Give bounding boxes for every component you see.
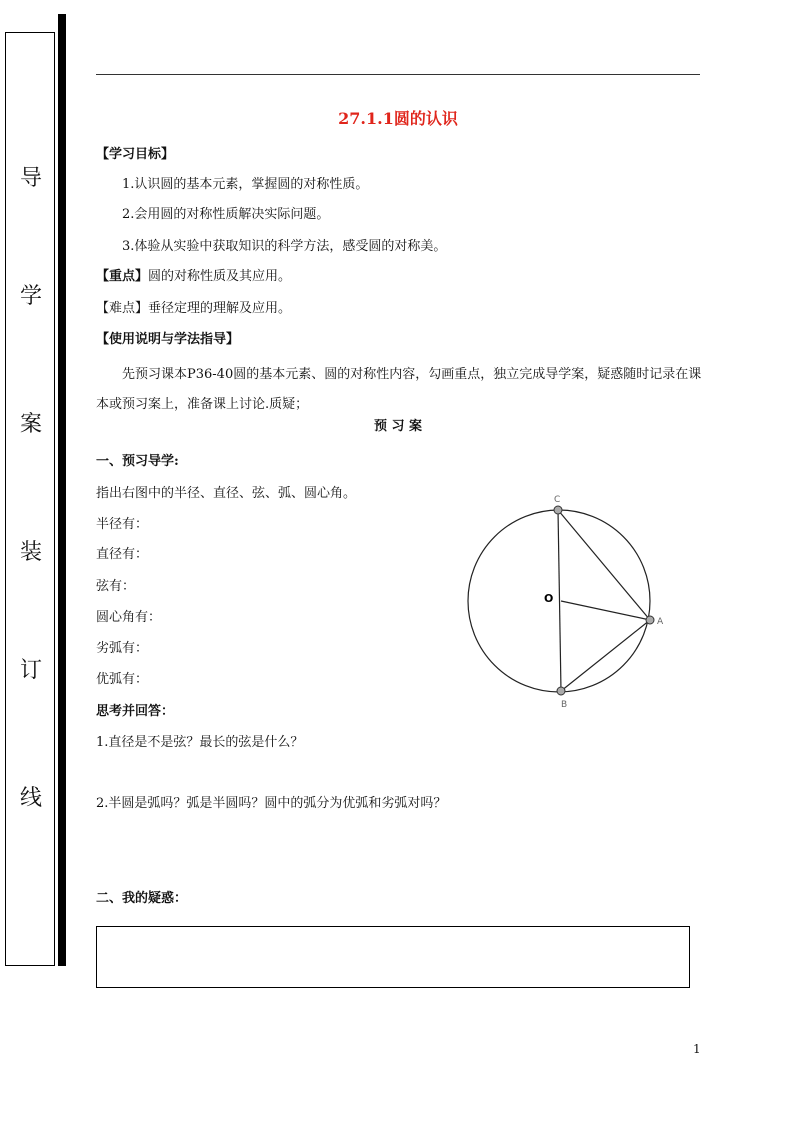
binding-char: 装 <box>19 540 42 565</box>
key-point-text: 圆的对称性质及其应用。 <box>148 269 292 284</box>
chord-cb <box>558 510 561 691</box>
binding-margin <box>5 32 55 966</box>
page-number: 1 <box>693 1042 701 1056</box>
doubts-answer-box[interactable] <box>96 926 690 988</box>
objective-item: 1.认识圆的基本元素，掌握圆的对称性质。 <box>122 177 369 192</box>
circle-figure <box>460 490 680 715</box>
key-point <box>96 268 291 286</box>
binding-char: 学 <box>19 284 42 309</box>
objectives-header: 【学习目标】 <box>96 147 175 162</box>
section1-title: 一、预习导学: <box>96 454 179 469</box>
point-b-marker <box>557 687 565 695</box>
question-item: 1.直径是不是弦？最长的弦是什么？ <box>96 735 304 750</box>
page-title: 27.1.1圆的认识 <box>338 109 458 128</box>
section2-title: 二、我的疑惑： <box>96 891 188 906</box>
header-rule <box>96 74 700 75</box>
point-c-marker <box>554 506 562 514</box>
center-label: O <box>544 592 554 605</box>
binding-char: 导 <box>19 166 42 191</box>
fill-item: 直径有： <box>96 547 149 562</box>
binding-char: 线 <box>19 786 42 811</box>
fill-item: 半径有： <box>96 517 149 532</box>
difficulty <box>96 300 291 318</box>
point-a-label: A <box>657 617 664 627</box>
difficulty-text: 垂径定理的理解及应用。 <box>148 301 292 316</box>
fill-item: 优弧有： <box>96 672 149 687</box>
guide-header: 【使用说明与学法指导】 <box>96 332 240 347</box>
question-item: 2.半圆是弧吗？弧是半圆吗？圆中的弧分为优弧和劣弧对吗？ <box>96 796 447 811</box>
binding-bar <box>58 14 66 966</box>
objective-item: 2.会用圆的对称性质解决实际问题。 <box>122 207 330 222</box>
fill-item: 劣弧有： <box>96 641 149 656</box>
point-a-marker <box>646 616 654 624</box>
think-header: 思考并回答： <box>96 704 175 719</box>
preview-title: 预 习 案 <box>373 419 423 434</box>
point-b-label: B <box>561 700 568 710</box>
guide-paragraph: 先预习课本P36-40圆的基本元素、圆的对称性内容，勾画重点，独立完成导学案，疑惑随时记录在课本或预习案上，准备课上讨论.质疑； <box>96 367 702 412</box>
fill-item: 圆心角有： <box>96 610 162 625</box>
key-point-label: 【重点】 <box>96 269 149 284</box>
objective-item: 3.体验从实验中获取知识的科学方法，感受圆的对称美。 <box>122 239 447 254</box>
point-c-label: C <box>554 495 561 505</box>
fill-item: 弦有： <box>96 579 136 594</box>
chord-ab <box>561 620 650 691</box>
binding-char: 订 <box>19 658 42 683</box>
binding-char: 案 <box>19 412 42 437</box>
instruction-text: 指出右图中的半径、直径、弦、弧、圆心角。 <box>96 486 357 501</box>
difficulty-label: 【难点】 <box>96 301 149 316</box>
